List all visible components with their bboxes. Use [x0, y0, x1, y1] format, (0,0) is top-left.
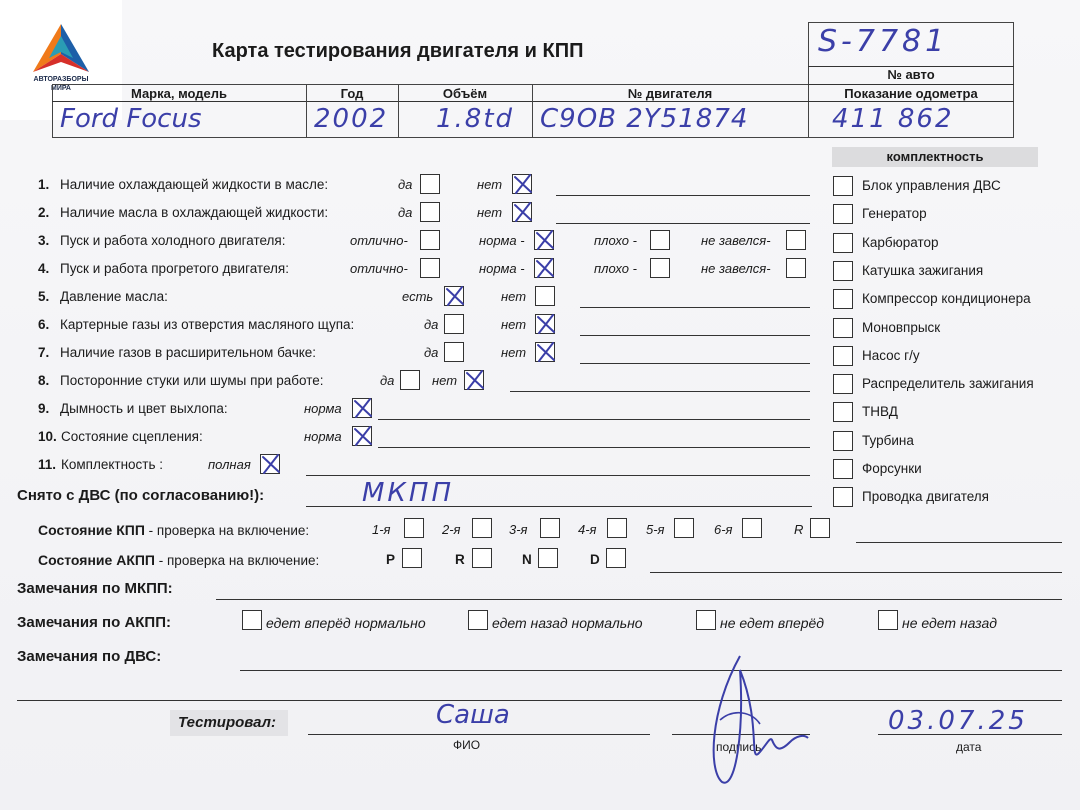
logo-text-line2: МИРА	[51, 85, 71, 92]
odometer-value: 411 862	[832, 104, 954, 134]
question-text: Пуск и работа холодного двигателя:	[60, 233, 286, 248]
question-text: Наличие охлаждающей жидкости в масле:	[60, 177, 329, 192]
kit-checkbox[interactable]	[833, 318, 853, 338]
gear-label: 1-я	[372, 522, 391, 537]
kit-checkbox[interactable]	[833, 204, 853, 224]
option-checkbox[interactable]	[444, 314, 464, 334]
gear-checkbox[interactable]	[674, 518, 694, 538]
option-checkbox[interactable]	[786, 230, 806, 250]
gear-checkbox[interactable]	[404, 518, 424, 538]
mode-checkbox[interactable]	[538, 548, 558, 568]
option-checkbox[interactable]	[420, 174, 440, 194]
gear-label: R	[794, 522, 804, 537]
logo-text-line1: АВТОРАЗБОРЫ	[33, 76, 89, 83]
volume-label: Объём	[442, 86, 488, 101]
gear-label: 6-я	[714, 522, 733, 537]
kit-checkbox[interactable]	[833, 176, 853, 196]
auto-no-value: S-7781	[818, 24, 949, 59]
question-number: 1.	[38, 177, 50, 192]
option-label: нет	[501, 345, 527, 360]
kit-item-label: Генератор	[862, 206, 927, 222]
engine-label: № двигателя	[627, 86, 713, 101]
option-checkbox[interactable]	[400, 370, 420, 390]
kit-item-label: Компрессор кондиционера	[862, 291, 1031, 307]
remarks-dvs-label: Замечания по ДВС:	[17, 648, 162, 665]
check-mark-icon	[512, 173, 534, 195]
question-text: Посторонние стуки или шумы при работе:	[60, 373, 324, 388]
year-label: Год	[340, 86, 364, 101]
check-mark-icon	[260, 453, 282, 475]
removed-label: Снято с ДВС (по согласованию!):	[17, 487, 265, 504]
option-label: да	[380, 373, 395, 388]
gear-checkbox[interactable]	[607, 518, 627, 538]
gear-label: 4-я	[578, 522, 597, 537]
akpp-remark-label: не едет вперёд	[720, 615, 825, 631]
kpp-label-rest: - проверка на включение:	[144, 523, 310, 538]
akpp-label	[38, 552, 319, 568]
question-number: 10.	[38, 429, 57, 444]
kit-checkbox[interactable]	[833, 261, 853, 281]
option-checkbox[interactable]	[650, 258, 670, 278]
mode-label: R	[455, 552, 465, 567]
kit-heading: комплектность	[832, 147, 1038, 167]
question-number: 7.	[38, 345, 50, 360]
akpp-remark-label: едет назад нормально	[492, 615, 643, 631]
kit-item-label: Турбина	[862, 432, 914, 448]
signature-icon	[700, 650, 810, 790]
check-mark-icon	[352, 397, 374, 419]
option-label: нет	[501, 317, 527, 332]
check-mark-icon	[535, 313, 557, 335]
kit-item-label: Форсунки	[862, 461, 922, 476]
kit-item-label: Карбюратор	[862, 234, 939, 250]
question-text: Картерные газы из отверстия масляного щупа:	[60, 317, 355, 332]
gear-label: 5-я	[646, 522, 665, 537]
option-checkbox[interactable]	[786, 258, 806, 278]
akpp-remark-checkbox[interactable]	[468, 610, 488, 630]
tested-label: Тестировал:	[178, 714, 276, 731]
option-label: не завелся-	[701, 233, 771, 248]
question-text: Наличие газов в расширительном бачке:	[60, 345, 317, 360]
question-text: Состояние сцепления:	[61, 429, 203, 444]
question-number: 6.	[38, 317, 50, 332]
akpp-remark-label: не едет назад	[902, 615, 997, 631]
mode-label: P	[386, 552, 396, 567]
option-label: норма -	[479, 261, 525, 276]
option-checkbox[interactable]	[444, 342, 464, 362]
kit-item-label: Катушка зажигания	[862, 262, 984, 278]
question-text: Наличие масла в охлаждающей жидкости:	[60, 205, 329, 220]
mode-checkbox[interactable]	[606, 548, 626, 568]
option-label: полная	[208, 457, 251, 472]
check-mark-icon	[352, 425, 374, 447]
option-label: не завелся-	[701, 261, 771, 276]
gear-checkbox[interactable]	[742, 518, 762, 538]
option-label: есть	[402, 289, 434, 304]
engine-value: C9OB 2Y51874	[540, 104, 749, 134]
option-label: нет	[477, 177, 503, 192]
option-label: нет	[432, 373, 458, 388]
kit-checkbox[interactable]	[833, 374, 853, 394]
question-number: 8.	[38, 373, 50, 388]
akpp-remark-label: едет вперёд нормально	[266, 615, 426, 631]
kit-item-label: ТНВД	[862, 404, 898, 420]
question-number: 4.	[38, 261, 50, 276]
kpp-label	[38, 522, 309, 538]
question-number: 3.	[38, 233, 50, 248]
kit-item-label: Распределитель зажигания	[862, 376, 1034, 392]
gear-checkbox[interactable]	[472, 518, 492, 538]
akpp-label-bold: Состояние АКПП	[38, 552, 155, 568]
gear-checkbox[interactable]	[810, 518, 830, 538]
kit-checkbox[interactable]	[833, 289, 853, 309]
option-checkbox[interactable]	[535, 286, 555, 306]
option-label: плохо -	[594, 261, 637, 276]
logo-mark-icon	[31, 22, 91, 74]
mode-label: D	[590, 552, 600, 567]
year-value: 2002	[314, 104, 389, 134]
tester-value: Саша	[436, 700, 510, 730]
option-label: норма	[304, 429, 342, 444]
kit-item-label: Проводка двигателя	[862, 489, 989, 505]
fio-label: ФИО	[453, 738, 481, 752]
option-label: да	[398, 177, 413, 192]
option-checkbox[interactable]	[650, 230, 670, 250]
option-label: да	[424, 345, 439, 360]
gear-checkbox[interactable]	[540, 518, 560, 538]
check-mark-icon	[464, 369, 486, 391]
question-number: 9.	[38, 401, 50, 416]
remarks-mkpp-label: Замечания по МКПП:	[17, 580, 173, 597]
akpp-remark-checkbox[interactable]	[696, 610, 716, 630]
option-label: да	[398, 205, 413, 220]
kit-checkbox[interactable]	[833, 431, 853, 451]
option-label: нет	[477, 205, 503, 220]
check-mark-icon	[534, 257, 556, 279]
volume-value: 1.8td	[436, 104, 515, 134]
check-mark-icon	[534, 229, 556, 251]
option-checkbox[interactable]	[420, 202, 440, 222]
option-label: отлично-	[350, 233, 408, 248]
mode-checkbox[interactable]	[472, 548, 492, 568]
question-text: Комплектность :	[61, 457, 164, 472]
gear-label: 2-я	[442, 522, 461, 537]
option-label: нет	[501, 289, 527, 304]
make-value: Ford Focus	[60, 104, 202, 134]
check-mark-icon	[512, 201, 534, 223]
akpp-label-rest: - проверка на включение:	[155, 553, 320, 568]
auto-no-label: № авто	[887, 67, 935, 82]
option-label: норма	[304, 401, 342, 416]
date-value: 03.07.25	[888, 706, 1028, 736]
kit-item-label: Моновпрыск	[862, 319, 941, 335]
make-label: Марка, модель	[130, 86, 228, 101]
odometer-label: Показание одометра	[844, 86, 978, 101]
question-number: 11.	[38, 457, 57, 472]
option-label: отлично-	[350, 261, 408, 276]
question-text: Давление масла:	[60, 289, 168, 304]
gear-label: 3-я	[509, 522, 528, 537]
mode-label: N	[522, 552, 532, 567]
option-label: норма -	[479, 233, 525, 248]
option-label: плохо -	[594, 233, 637, 248]
option-label: да	[424, 317, 439, 332]
question-text: Пуск и работа прогретого двигателя:	[60, 261, 289, 276]
question-number: 5.	[38, 289, 50, 304]
date-label: дата	[956, 740, 982, 754]
kpp-label-bold: Состояние КПП	[38, 522, 145, 538]
akpp-remark-checkbox[interactable]	[242, 610, 262, 630]
page-title: Карта тестирования двигателя и КПП	[212, 40, 584, 62]
kit-checkbox[interactable]	[833, 346, 853, 366]
check-mark-icon	[535, 341, 557, 363]
kit-checkbox[interactable]	[833, 402, 853, 422]
mode-checkbox[interactable]	[402, 548, 422, 568]
check-mark-icon	[444, 285, 466, 307]
remarks-akpp-label: Замечания по АКПП:	[17, 614, 171, 631]
akpp-remark-checkbox[interactable]	[878, 610, 898, 630]
question-text: Дымность и цвет выхлопа:	[60, 401, 228, 416]
option-checkbox[interactable]	[420, 230, 440, 250]
kit-item-label: Блок управления ДВС	[862, 178, 1001, 193]
question-number: 2.	[38, 205, 50, 220]
kit-checkbox[interactable]	[833, 233, 853, 253]
removed-value: МКПП	[362, 478, 454, 508]
sign-label: подпись	[716, 740, 762, 754]
kit-item-label: Насос г/у	[862, 347, 920, 363]
option-checkbox[interactable]	[420, 258, 440, 278]
kit-checkbox[interactable]	[833, 487, 853, 507]
kit-checkbox[interactable]	[833, 459, 853, 479]
